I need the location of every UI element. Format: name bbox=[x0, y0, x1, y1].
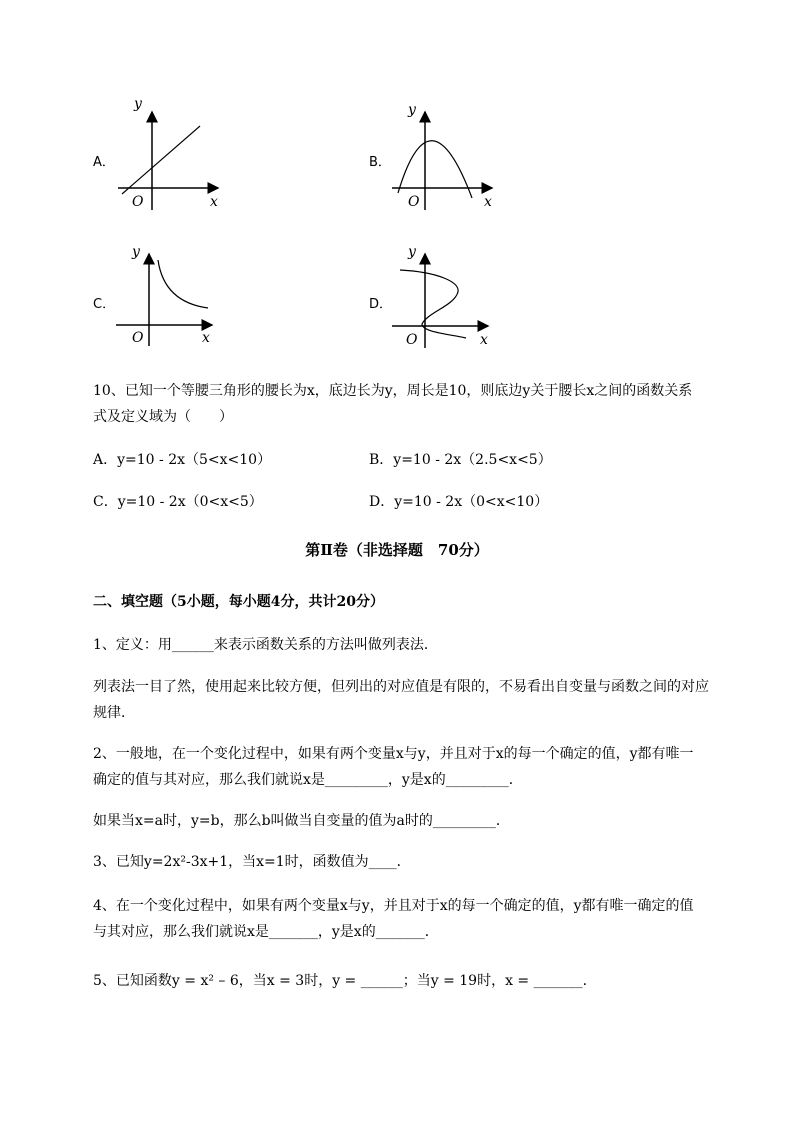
x-axis-label: x bbox=[480, 332, 488, 348]
fill-q1-line1: 1、定义：用______来表示函数关系的方法叫做列表法． bbox=[93, 637, 438, 653]
q10-option-c[interactable]: C．y=10 - 2x（0<x<5） bbox=[93, 494, 263, 510]
parabola-curve bbox=[398, 141, 472, 198]
origin-label: O bbox=[408, 194, 420, 210]
fill-q4-line1: 4、在一个变化过程中，如果有两个变量x与y，并且对于x的每一个确定的值，y都有唯一确定的值 bbox=[93, 898, 694, 914]
origin-label: O bbox=[132, 330, 144, 346]
q10-option-d[interactable]: D．y=10 - 2x（0<x<10） bbox=[369, 494, 549, 510]
fill-q3: 3、已知y=2x²-3x+1，当x=1时，函数值为____． bbox=[93, 854, 411, 870]
origin-label: O bbox=[406, 332, 418, 348]
q10-option-b[interactable]: B．y=10 - 2x（2.5<x<5） bbox=[369, 452, 552, 468]
graph-d-non-function bbox=[388, 240, 498, 350]
q10-stem-line1: 10、已知一个等腰三角形的腰长为x，底边长为y，周长是10，则底边y关于腰长x之间的函数关系 bbox=[93, 383, 693, 399]
x-axis-label: x bbox=[202, 330, 210, 346]
fill-q2-line2: 确定的值与其对应，那么我们就说x是_________，y是x的_________． bbox=[93, 772, 523, 788]
fill-q1-line2: 列表法一目了然，使用起来比较方便，但列出的对应值是有限的，不易看出自变量与函数之间的对应 bbox=[93, 679, 709, 695]
y-axis-label: y bbox=[134, 96, 142, 112]
y-axis-label: y bbox=[132, 244, 140, 260]
part2-title: 第Ⅱ卷（非选择题 70分） bbox=[305, 541, 489, 559]
s-curve bbox=[400, 270, 466, 338]
fill-q5: 5、已知函数y = x² – 6，当x = 3时，y = ______；当y = 19时，x = _______. bbox=[93, 973, 588, 989]
x-axis-label: x bbox=[484, 194, 492, 210]
hyperbola-curve bbox=[158, 260, 208, 308]
fill-q4-line2: 与其对应，那么我们就说x是_______，y是x的_______． bbox=[93, 924, 439, 940]
fill-q1-line3: 规律． bbox=[93, 705, 135, 721]
option-b-label[interactable]: B． bbox=[369, 155, 391, 170]
line-curve bbox=[122, 126, 200, 194]
fill-q2-line3: 如果当x=a时，y=b，那么b叫做当自变量的值为a时的_________． bbox=[93, 813, 510, 829]
section2-heading: 二、填空题（5小题，每小题4分，共计20分） bbox=[93, 594, 384, 610]
q10-stem-line2: 式及定义域为（ ） bbox=[93, 409, 233, 425]
option-c-label[interactable]: C． bbox=[93, 297, 116, 312]
q10-option-a[interactable]: A．y=10 - 2x（5<x<10） bbox=[93, 452, 272, 468]
y-axis-label: y bbox=[408, 102, 416, 118]
fill-q2-line1: 2、一般地，在一个变化过程中，如果有两个变量x与y，并且对于x的每一个确定的值，y都有唯一 bbox=[93, 746, 694, 762]
graph-c-hyperbola bbox=[112, 240, 227, 350]
origin-label: O bbox=[132, 194, 144, 210]
option-a-label[interactable]: A． bbox=[93, 155, 115, 170]
graph-b-parabola bbox=[388, 98, 503, 213]
graph-a-linear bbox=[110, 98, 230, 213]
y-axis-label: y bbox=[408, 244, 416, 260]
option-d-label[interactable]: D． bbox=[369, 297, 393, 312]
x-axis-label: x bbox=[210, 194, 218, 210]
